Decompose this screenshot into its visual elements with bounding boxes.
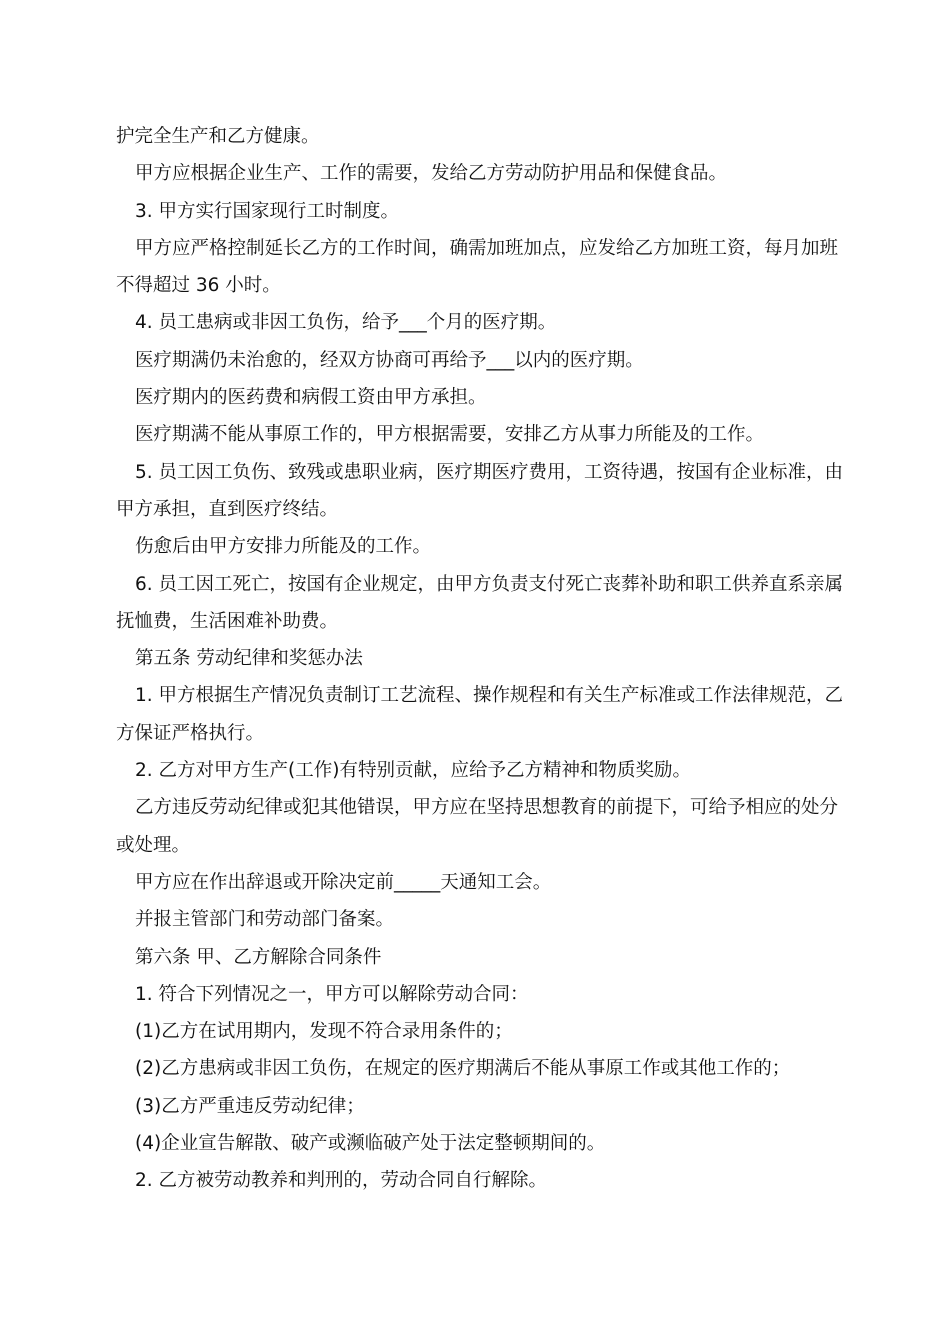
paragraph: 甲方应根据企业生产、工作的需要，发给乙方劳动防护用品和保健食品。 (135, 163, 728, 185)
section-heading: 第五条 劳动纪律和奖惩办法 (135, 648, 363, 670)
paragraph: 甲方应在作出辞退或开除决定前_____天通知工会。 (135, 871, 552, 893)
paragraph: 医疗期满仍未治愈的，经双方协商可再给予___以内的医疗期。 (135, 349, 644, 371)
paragraph: 3. 甲方实行国家现行工时制度。 (135, 200, 400, 222)
paragraph: 甲方应严格控制延长乙方的工作时间，确需加班加点，应发给乙方加班工资，每月加班不得超过 36 小时。 (116, 237, 839, 297)
paragraph: 4. 员工患病或非因工负伤，给予___个月的医疗期。 (135, 312, 557, 334)
paragraph: 2. 乙方对甲方生产(工作)有特别贡献，应给予乙方精神和物质奖励。 (135, 760, 691, 782)
paragraph: 乙方违反劳动纪律或犯其他错误，甲方应在坚持思想教育的前提下，可给予相应的处分或处理。 (116, 797, 839, 856)
paragraph: 医疗期内的医药费和病假工资由甲方承担。 (135, 387, 487, 409)
paragraph: 2. 乙方被劳动教养和判刑的，劳动合同自行解除。 (135, 1170, 548, 1192)
paragraph: 1. 符合下列情况之一，甲方可以解除劳动合同： (135, 983, 529, 1005)
paragraph: 伤愈后由甲方安排力所能及的工作。 (135, 536, 432, 558)
paragraph: 护完全生产和乙方健康。 (116, 126, 320, 147)
document-body (116, 118, 856, 1200)
paragraph: 医疗期满不能从事原工作的，甲方根据需要，安排乙方从事力所能及的工作。 (135, 424, 765, 446)
paragraph: 1. 甲方根据生产情况负责制订工艺流程、操作规程和有关生产标准或工作法律规范，乙方保证严格执行。 (116, 685, 844, 744)
list-item: (3)乙方严重违反劳动纪律； (135, 1095, 365, 1117)
list-item: (4)企业宣告解散、破产或濒临破产处于法定整顿期间的。 (135, 1133, 606, 1155)
paragraph: 并报主管部门和劳动部门备案。 (135, 909, 395, 931)
list-item: (2)乙方患病或非因工负伤，在规定的医疗期满后不能从事原工作或其他工作的； (135, 1058, 791, 1080)
section-heading: 第六条 甲、乙方解除合同条件 (135, 946, 382, 968)
paragraph: 5. 员工因工负伤、致残或患职业病，医疗期医疗费用，工资待遇，按国有企业标准，由甲方承担，直到医疗终结。 (116, 461, 844, 520)
paragraph: 6. 员工因工死亡，按国有企业规定，由甲方负责支付死亡丧葬补助和职工供养直系亲属抚恤费，生活困难补助费。 (116, 573, 844, 632)
list-item: (1)乙方在试用期内，发现不符合录用条件的； (135, 1021, 513, 1043)
